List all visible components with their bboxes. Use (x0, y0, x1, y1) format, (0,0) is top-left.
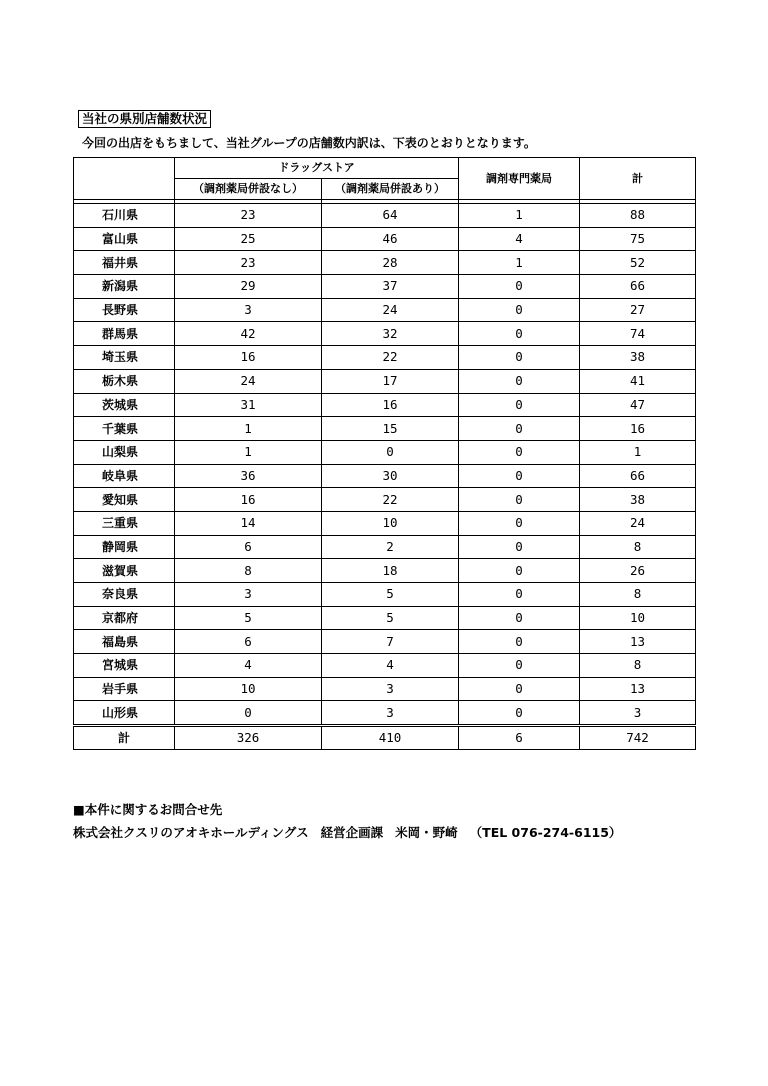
prefecture-cell: 長野県 (74, 298, 175, 322)
with-pharmacy-cell: 5 (322, 606, 459, 630)
without-pharmacy-cell: 16 (175, 488, 322, 512)
table-row (74, 677, 696, 701)
with-pharmacy-cell: 30 (322, 464, 459, 488)
table-row (74, 204, 696, 228)
without-pharmacy-cell: 5 (175, 606, 322, 630)
prefecture-cell: 京都府 (74, 606, 175, 630)
prefecture-cell: 新潟県 (74, 275, 175, 299)
with-pharmacy-cell: 3 (322, 677, 459, 701)
dispensing-cell: 0 (459, 511, 580, 535)
without-pharmacy-cell: 23 (175, 251, 322, 275)
without-pharmacy-cell: 3 (175, 298, 322, 322)
prefecture-cell: 山梨県 (74, 440, 175, 464)
total-cell: 3 (580, 701, 696, 726)
dispensing-cell: 0 (459, 440, 580, 464)
total-cell: 66 (580, 464, 696, 488)
drugstore-group-header: ドラッグストア (175, 158, 459, 179)
with-pharmacy-cell: 22 (322, 346, 459, 370)
total-cell: 75 (580, 227, 696, 251)
total-cell: 66 (580, 275, 696, 299)
table-row (74, 251, 696, 275)
dispensing-cell: 0 (459, 275, 580, 299)
total-cell: 38 (580, 488, 696, 512)
total-cell: 88 (580, 204, 696, 228)
prefecture-cell: 福井県 (74, 251, 175, 275)
total-cell: 10 (580, 606, 696, 630)
table-row (74, 583, 696, 607)
table-row (74, 417, 696, 441)
section-title: 当社の県別店舗数状況 (78, 110, 211, 128)
without-pharmacy-cell: 1 (175, 417, 322, 441)
table-row (74, 369, 696, 393)
table-row (74, 298, 696, 322)
dispensing-cell: 0 (459, 417, 580, 441)
intro-text: 今回の出店をもちまして、当社グループの店舗数内訳は、下表のとおりとなります。 (82, 136, 536, 150)
with-pharmacy-cell: 32 (322, 322, 459, 346)
contact-persons: 米岡・野崎 (395, 825, 458, 840)
without-pharmacy-cell: 6 (175, 535, 322, 559)
with-pharmacy-cell: 24 (322, 298, 459, 322)
prefecture-cell: 石川県 (74, 204, 175, 228)
table-row (74, 535, 696, 559)
with-pharmacy-cell: 22 (322, 488, 459, 512)
without-pharmacy-header: （調剤薬局併設なし） (175, 179, 322, 200)
prefecture-cell: 滋賀県 (74, 559, 175, 583)
table-row (74, 322, 696, 346)
prefecture-cell: 宮城県 (74, 654, 175, 678)
without-pharmacy-cell: 4 (175, 654, 322, 678)
without-pharmacy-cell: 1 (175, 440, 322, 464)
without-pharmacy-cell: 23 (175, 204, 322, 228)
dispensing-cell: 0 (459, 677, 580, 701)
total-cell: 8 (580, 583, 696, 607)
phone-number: （TEL 076-274-6115） (469, 825, 622, 840)
table-row (74, 488, 696, 512)
table-row (74, 654, 696, 678)
with-pharmacy-header: （調剤薬局併設あり） (322, 179, 459, 200)
total-cell: 27 (580, 298, 696, 322)
prefecture-cell: 群馬県 (74, 322, 175, 346)
dispensing-cell: 4 (459, 227, 580, 251)
grand-total: 742 (580, 726, 696, 750)
total-cell: 74 (580, 322, 696, 346)
contact-line (73, 825, 633, 841)
table-row (74, 606, 696, 630)
dispensing-cell: 0 (459, 583, 580, 607)
with-pharmacy-cell: 37 (322, 275, 459, 299)
prefecture-cell: 茨城県 (74, 393, 175, 417)
dispensing-cell: 0 (459, 369, 580, 393)
table-row (74, 701, 696, 726)
without-pharmacy-cell: 29 (175, 275, 322, 299)
total-cell: 16 (580, 417, 696, 441)
total-cell: 13 (580, 630, 696, 654)
total-row (74, 726, 696, 750)
table-row (74, 464, 696, 488)
without-pharmacy-cell: 24 (175, 369, 322, 393)
dispensing-pharmacy-header: 調剤専門薬局 (459, 158, 580, 200)
dispensing-cell: 1 (459, 204, 580, 228)
with-pharmacy-cell: 17 (322, 369, 459, 393)
table-row (74, 630, 696, 654)
table-row (74, 393, 696, 417)
with-pharmacy-cell: 46 (322, 227, 459, 251)
total-cell: 41 (580, 369, 696, 393)
table-row (74, 511, 696, 535)
table-row (74, 227, 696, 251)
total-row-label: 計 (74, 726, 175, 750)
without-pharmacy-cell: 14 (175, 511, 322, 535)
dispensing-cell: 0 (459, 346, 580, 370)
total-cell: 26 (580, 559, 696, 583)
dispensing-cell: 0 (459, 701, 580, 726)
dispensing-cell: 1 (459, 251, 580, 275)
prefecture-cell: 福島県 (74, 630, 175, 654)
without-pharmacy-cell: 3 (175, 583, 322, 607)
prefecture-cell: 静岡県 (74, 535, 175, 559)
total-with-pharmacy: 410 (322, 726, 459, 750)
dispensing-cell: 0 (459, 488, 580, 512)
dispensing-cell: 0 (459, 322, 580, 346)
without-pharmacy-cell: 31 (175, 393, 322, 417)
with-pharmacy-cell: 16 (322, 393, 459, 417)
dispensing-cell: 0 (459, 606, 580, 630)
prefecture-cell: 岐阜県 (74, 464, 175, 488)
dispensing-cell: 0 (459, 559, 580, 583)
total-cell: 13 (580, 677, 696, 701)
with-pharmacy-cell: 5 (322, 583, 459, 607)
total-without-pharmacy: 326 (175, 726, 322, 750)
prefecture-cell: 千葉県 (74, 417, 175, 441)
prefecture-cell: 愛知県 (74, 488, 175, 512)
prefecture-cell: 埼玉県 (74, 346, 175, 370)
total-cell: 1 (580, 440, 696, 464)
with-pharmacy-cell: 15 (322, 417, 459, 441)
prefecture-cell: 栃木県 (74, 369, 175, 393)
total-cell: 38 (580, 346, 696, 370)
prefecture-cell: 岩手県 (74, 677, 175, 701)
with-pharmacy-cell: 3 (322, 701, 459, 726)
without-pharmacy-cell: 42 (175, 322, 322, 346)
total-cell: 8 (580, 654, 696, 678)
with-pharmacy-cell: 4 (322, 654, 459, 678)
dispensing-cell: 0 (459, 535, 580, 559)
without-pharmacy-cell: 16 (175, 346, 322, 370)
dispensing-cell: 0 (459, 630, 580, 654)
total-cell: 8 (580, 535, 696, 559)
total-cell: 52 (580, 251, 696, 275)
without-pharmacy-cell: 6 (175, 630, 322, 654)
prefecture-cell: 奈良県 (74, 583, 175, 607)
with-pharmacy-cell: 28 (322, 251, 459, 275)
total-dispensing: 6 (459, 726, 580, 750)
table-row (74, 346, 696, 370)
with-pharmacy-cell: 2 (322, 535, 459, 559)
prefecture-header (74, 158, 175, 200)
with-pharmacy-cell: 18 (322, 559, 459, 583)
prefecture-cell: 山形県 (74, 701, 175, 726)
store-count-table (73, 157, 696, 750)
with-pharmacy-cell: 64 (322, 204, 459, 228)
without-pharmacy-cell: 0 (175, 701, 322, 726)
table-row (74, 275, 696, 299)
total-header: 計 (580, 158, 696, 200)
contact-heading: ■本件に関するお問合せ先 (73, 802, 223, 817)
with-pharmacy-cell: 10 (322, 511, 459, 535)
table-row (74, 559, 696, 583)
prefecture-cell: 三重県 (74, 511, 175, 535)
without-pharmacy-cell: 8 (175, 559, 322, 583)
department: 経営企画課 (320, 825, 384, 840)
without-pharmacy-cell: 10 (175, 677, 322, 701)
without-pharmacy-cell: 25 (175, 227, 322, 251)
dispensing-cell: 0 (459, 654, 580, 678)
dispensing-cell: 0 (459, 464, 580, 488)
dispensing-cell: 0 (459, 393, 580, 417)
prefecture-cell: 富山県 (74, 227, 175, 251)
total-cell: 47 (580, 393, 696, 417)
dispensing-cell: 0 (459, 298, 580, 322)
without-pharmacy-cell: 36 (175, 464, 322, 488)
company-name: 株式会社クスリのアオキホールディングス (73, 825, 309, 840)
table-row (74, 440, 696, 464)
total-cell: 24 (580, 511, 696, 535)
with-pharmacy-cell: 0 (322, 440, 459, 464)
with-pharmacy-cell: 7 (322, 630, 459, 654)
